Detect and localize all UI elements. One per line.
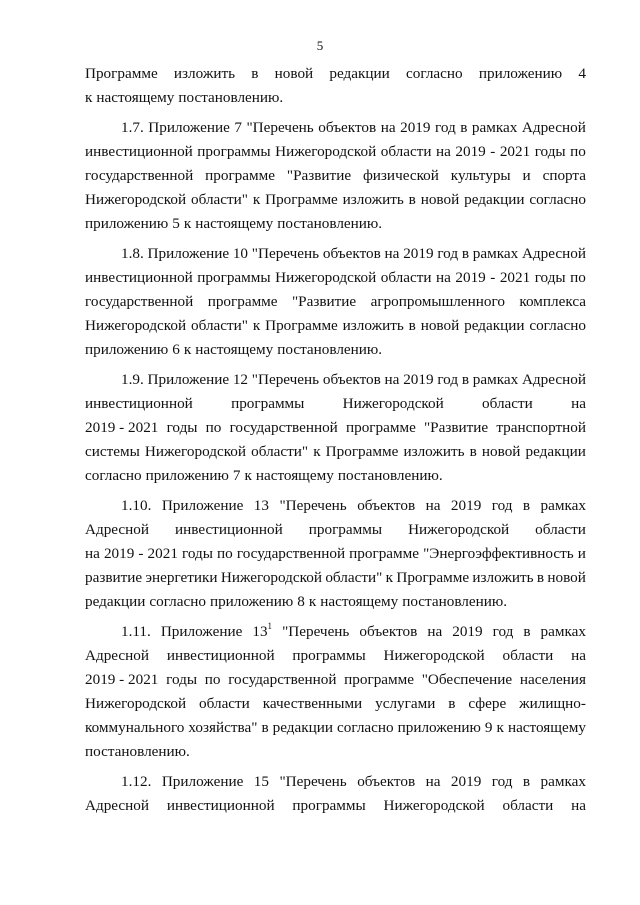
word: новой [547,569,586,586]
word: согласно [529,317,586,334]
word: развитие [85,569,143,586]
text-line [85,668,586,692]
word: 1.7. [121,119,144,136]
word: редакции [272,719,334,736]
word: к [496,719,504,736]
word: "Перечень [279,497,347,514]
word: год [434,119,456,136]
word: "Развитие [286,167,352,184]
word: Адресной [521,371,586,388]
word: приложению [145,467,229,484]
word: в [469,443,477,460]
word: 15 [253,773,269,790]
word: Программе [265,191,338,208]
text-line [85,314,586,338]
word: области [502,647,554,664]
word: редакции [464,191,525,208]
word: годы [166,671,198,688]
word: 2019 - 2021 [85,419,159,436]
word: в [522,497,531,514]
word: государственной [85,167,194,184]
word: год [437,371,459,388]
word: к [252,317,261,334]
word: в [408,317,416,334]
word: "Развитие [291,293,357,310]
word: годы [534,143,566,160]
word: по [204,671,221,688]
word: объектов [357,497,416,514]
text-line [85,392,586,416]
word: Адресной [521,119,586,136]
word: объектов [322,245,381,262]
word: изложить [472,569,534,586]
word: приложению [85,341,169,358]
word: постановлению. [85,743,190,760]
word: качественными [262,695,363,712]
word: 7 [234,119,242,136]
word: спорта [542,167,586,184]
word: "Перечень [282,623,350,640]
word: Адресной [85,647,149,664]
word: 1.10. [121,497,152,514]
word: по [570,269,586,286]
word: изложить [342,317,404,334]
word: 8 [297,593,305,610]
text-line [85,464,586,488]
word: настоящему [96,89,175,106]
word: на [436,269,451,286]
word: 2019 [455,269,486,286]
word: Приложение [160,623,243,640]
word: 2019 [452,623,483,640]
word: рамках [472,245,519,262]
word: годы [182,545,213,562]
word: в [448,695,456,712]
word: рамках [472,371,519,388]
word: редакции [85,593,146,610]
word: Нижегородской [85,191,187,208]
word: программе [345,419,416,436]
word: к [252,191,261,208]
word: новой [420,191,460,208]
word: по [205,419,222,436]
word: к [183,341,192,358]
word: 4 [578,65,586,82]
word: рамках [540,623,586,640]
word: 2019 [403,371,434,388]
word: 6 [172,341,180,358]
word: согласно [529,191,586,208]
word: 9 [484,719,493,736]
word: 2019 - 2021 [85,671,159,688]
word: области" [325,569,383,586]
word: редакции [525,443,586,460]
text-line [85,590,586,614]
word: "Энергоэффективность [423,545,574,562]
word: рамках [540,497,586,514]
word: хозяйства" [188,719,258,736]
word: культуры [450,167,511,184]
text-line [85,290,586,314]
word: в [523,623,531,640]
text-line [85,566,586,590]
word: 2019 [450,773,482,790]
word: области" [191,191,248,208]
word: к [308,593,317,610]
text-line [85,542,586,566]
text-line [85,242,586,266]
word: коммунального [85,719,185,736]
word: программы [308,521,383,538]
word: в [460,119,468,136]
word: 2021 [147,545,178,562]
word: 1.12. [121,773,152,790]
text-line [85,740,586,764]
word: программе [349,545,420,562]
text-line [85,692,586,716]
word: области [380,143,432,160]
text-line [85,116,586,140]
word: рамках [471,119,518,136]
word: программе [207,293,278,310]
word: год [491,497,513,514]
word: Нижегородской [85,317,187,334]
word: $13^1$ [252,620,273,640]
word: к [244,467,252,484]
word: Адресной [521,245,586,262]
word: программы [292,797,366,814]
word: годы [534,269,566,286]
word: в [536,569,545,586]
word: Адресной [85,521,149,538]
word: объектов [357,773,416,790]
word: инвестиционной [85,143,193,160]
word: согласно [337,719,394,736]
word: объектов [359,623,418,640]
word: в [261,719,269,736]
text-line [85,62,586,86]
word: изложить [173,65,236,82]
word: приложению [478,65,563,82]
word: Нижегородской [383,647,485,664]
word: области [380,269,432,286]
word: новой [274,65,314,82]
word: государственной [85,293,194,310]
word: приложению [85,215,169,232]
word: и [577,545,586,562]
word: 2019 [403,245,434,262]
text-line [85,368,586,392]
word: Программе [85,65,158,82]
word: редакции [464,317,525,334]
word: в [251,65,259,82]
text-line [85,440,586,464]
text-line [85,164,586,188]
word: настоящему [507,719,586,736]
word: 2019 [450,497,482,514]
word: редакции [329,65,390,82]
page-number: 5 [316,38,324,53]
word: в [461,245,469,262]
text-line [85,188,586,212]
word: Нижегородской [144,443,247,460]
word: на [571,395,586,412]
word: на [571,797,586,814]
word: "Перечень [279,773,347,790]
word: изложить [342,191,404,208]
word: Нижегородской [342,395,444,412]
word: 7 [232,467,241,484]
word: Приложение [148,119,230,136]
word: год [491,773,513,790]
word: к [313,443,321,460]
word: области [199,695,250,712]
word: 2019 [400,119,431,136]
word: изложить [403,443,465,460]
word: "Перечень [246,119,314,136]
word: год [437,245,459,262]
word: программе [344,671,414,688]
word: постановлению. [277,341,383,358]
word: на [425,773,441,790]
text-line [85,644,586,668]
word: постановлению. [277,215,383,232]
word: Нижегородской [408,521,510,538]
word: на [384,371,400,388]
word: программы [292,647,366,664]
word: новой [420,317,460,334]
word: постановлению. [178,89,284,106]
word: 1.8. [121,245,144,262]
word: энергетики [145,569,218,586]
word: объектов [318,119,377,136]
word: - [138,545,144,562]
word: на [380,119,396,136]
word: Нижегородской [383,797,485,814]
text-line [85,518,586,542]
word: и [522,167,531,184]
word: Нижегородской [220,569,322,586]
word: инвестиционной [85,395,193,412]
word: настоящему [320,593,399,610]
word: постановлению. [337,467,443,484]
word: в [522,773,531,790]
word: настоящему [255,467,334,484]
text-line [85,794,586,818]
word: 1.11. [121,623,151,640]
word: объектов [322,371,381,388]
word: к [85,89,93,106]
text-line [85,140,586,164]
word: инвестиционной [85,269,193,286]
word: Программе [325,443,399,460]
word: области [482,395,533,412]
word: Нижегородской [275,269,377,286]
word: 5 [172,215,180,232]
word: в [408,191,416,208]
word: инвестиционной [166,647,275,664]
word: согласно [149,593,206,610]
word: программе [205,167,275,184]
word: "Обеспечение [421,671,513,688]
text-line [85,716,586,740]
word: инвестиционной [166,797,275,814]
word: агропромышленного [370,293,505,310]
word: 2021 [499,143,531,160]
word: по [217,545,233,562]
word: Приложение [147,245,230,262]
word: "Перечень [251,371,320,388]
text-line [85,338,586,362]
text-line [85,416,586,440]
word: годы [166,419,198,436]
word: - [490,269,496,286]
word: 10 [232,245,249,262]
word: Нижегородской [85,695,187,712]
word: 12 [232,371,249,388]
word: к [183,215,192,232]
text-line [85,494,586,518]
word: согласно [85,467,142,484]
word: постановлению. [402,593,508,610]
word: Программе [265,317,338,334]
word: жилищно- [519,695,586,712]
text-line [85,266,586,290]
word: Программе [396,569,470,586]
word: - [490,143,496,160]
word: по [570,143,586,160]
word: на [85,545,100,562]
word: программы [231,395,305,412]
text-line [85,212,586,236]
word: 2021 [499,269,531,286]
word: Нижегородской [275,143,377,160]
word: на [427,623,443,640]
word: области [502,797,554,814]
word: приложению [209,593,294,610]
word: Приложение [161,773,244,790]
text-line [85,86,586,110]
word: на [436,143,451,160]
word: услугами [375,695,436,712]
word: государственной [229,419,338,436]
word: на [425,497,441,514]
word: приложению [397,719,481,736]
word: 1.9. [121,371,144,388]
word: Приложение [161,497,244,514]
word: новой [481,443,521,460]
word: 2019 [103,545,135,562]
word: населения [519,671,586,688]
word: настоящему [195,215,274,232]
word: области [535,521,586,538]
word: Приложение [147,371,230,388]
word: согласно [406,65,463,82]
word: физической [362,167,439,184]
word: в [461,371,469,388]
word: 13 [253,497,269,514]
word: системы [85,443,140,460]
word: на [384,245,400,262]
word: год [492,623,514,640]
word: государственной [228,671,337,688]
word: Адресной [85,797,149,814]
word: программы [197,269,271,286]
word: транспортной [496,419,586,436]
word: государственной [236,545,346,562]
word: области" [251,443,309,460]
word: области" [191,317,248,334]
word: сфере [468,695,507,712]
word: рамках [540,773,586,790]
word: программы [197,143,271,160]
word: комплекса [519,293,586,310]
text-line [85,620,586,644]
word: "Перечень [251,245,320,262]
word: к [385,569,394,586]
word: настоящему [195,341,274,358]
text-line [85,770,586,794]
word: "Развитие [423,419,489,436]
word: инвестиционной [174,521,283,538]
word: на [571,647,586,664]
word: 2019 [455,143,486,160]
